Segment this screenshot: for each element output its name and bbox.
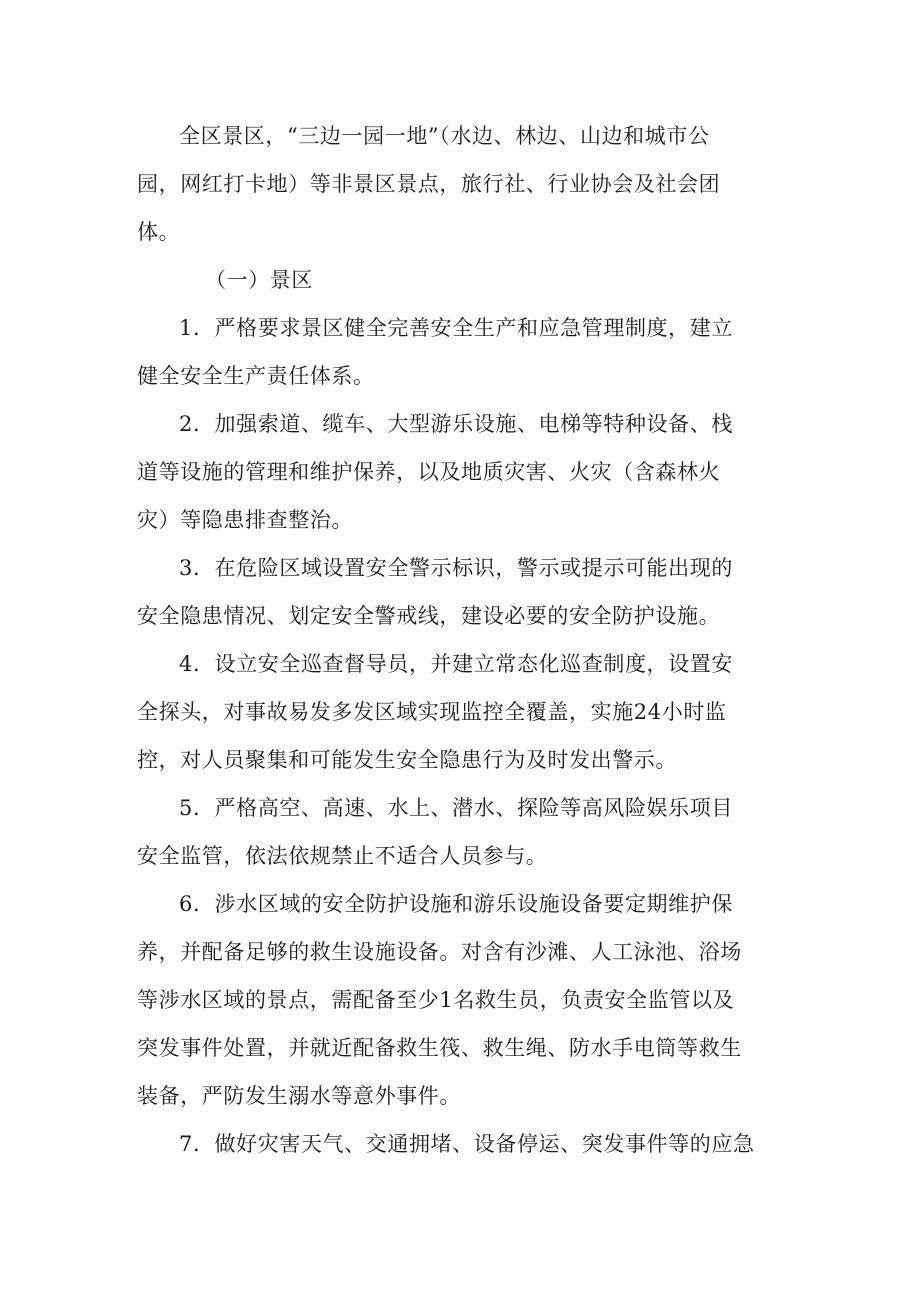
paragraph-line: 全探头，对事故易发多发区域实现监控全覆盖，实施24小时监 <box>137 700 727 724</box>
paragraph-line: 4．设立安全巡查督导员，并建立常态化巡查制度，设置安 <box>179 652 733 676</box>
paragraph-line: 等涉水区域的景点，需配备至少1名救生员，负责安全监管以及 <box>137 988 735 1012</box>
paragraph-line: 7．做好灾害天气、交通拥堵、设备停运、突发事件等的应急 <box>179 1132 755 1156</box>
paragraph-line: 全区景区，“三边一园一地”（水边、林边、山边和城市公 <box>179 124 710 148</box>
paragraph-line: 6．涉水区域的安全防护设施和游乐设施设备要定期维护保 <box>179 892 733 916</box>
paragraph-line: 体。 <box>137 220 181 244</box>
paragraph-line: 园，网红打卡地）等非景区景点，旅行社、行业协会及社会团 <box>137 172 721 196</box>
list-item <box>137 304 797 400</box>
paragraph-line: 安全隐患情况、划定安全警戒线，建设必要的安全防护设施。 <box>137 604 721 628</box>
paragraph-line: 1．严格要求景区健全完善安全生产和应急管理制度，建立 <box>179 316 733 340</box>
intro-paragraph <box>137 112 797 256</box>
list-item <box>137 544 797 640</box>
list-item <box>137 400 797 544</box>
paragraph-line: 灾）等隐患排查整治。 <box>137 508 353 532</box>
paragraph-line: 道等设施的管理和维护保养，以及地质灾害、火灾（含森林火 <box>137 460 721 484</box>
paragraph-line: 健全安全生产责任体系。 <box>137 364 375 388</box>
paragraph-line: 装备，严防发生溺水等意外事件。 <box>137 1084 461 1108</box>
paragraph-line: 控，对人员聚集和可能发生安全隐患行为及时发出警示。 <box>137 748 677 772</box>
paragraph-line: 养，并配备足够的救生设施设备。对含有沙滩、人工泳池、浴场 <box>137 940 742 964</box>
list-item <box>137 784 797 880</box>
paragraph-line: 5．严格高空、高速、水上、潜水、探险等高风险娱乐项目 <box>179 796 733 820</box>
paragraph-line: 3．在危险区域设置安全警示标识，警示或提示可能出现的 <box>179 556 733 580</box>
paragraph-line: 突发事件处置，并就近配备救生筏、救生绳、防水手电筒等救生 <box>137 1036 742 1060</box>
paragraph-line: 安全监管，依法依规禁止不适合人员参与。 <box>137 844 548 868</box>
document-body <box>137 112 797 1168</box>
list-item <box>137 1120 797 1168</box>
section-heading: （一）景区 <box>205 268 313 292</box>
paragraph-line: 2．加强索道、缆车、大型游乐设施、电梯等特种设备、栈 <box>179 412 733 436</box>
list-item <box>137 880 797 1120</box>
list-item <box>137 640 797 784</box>
